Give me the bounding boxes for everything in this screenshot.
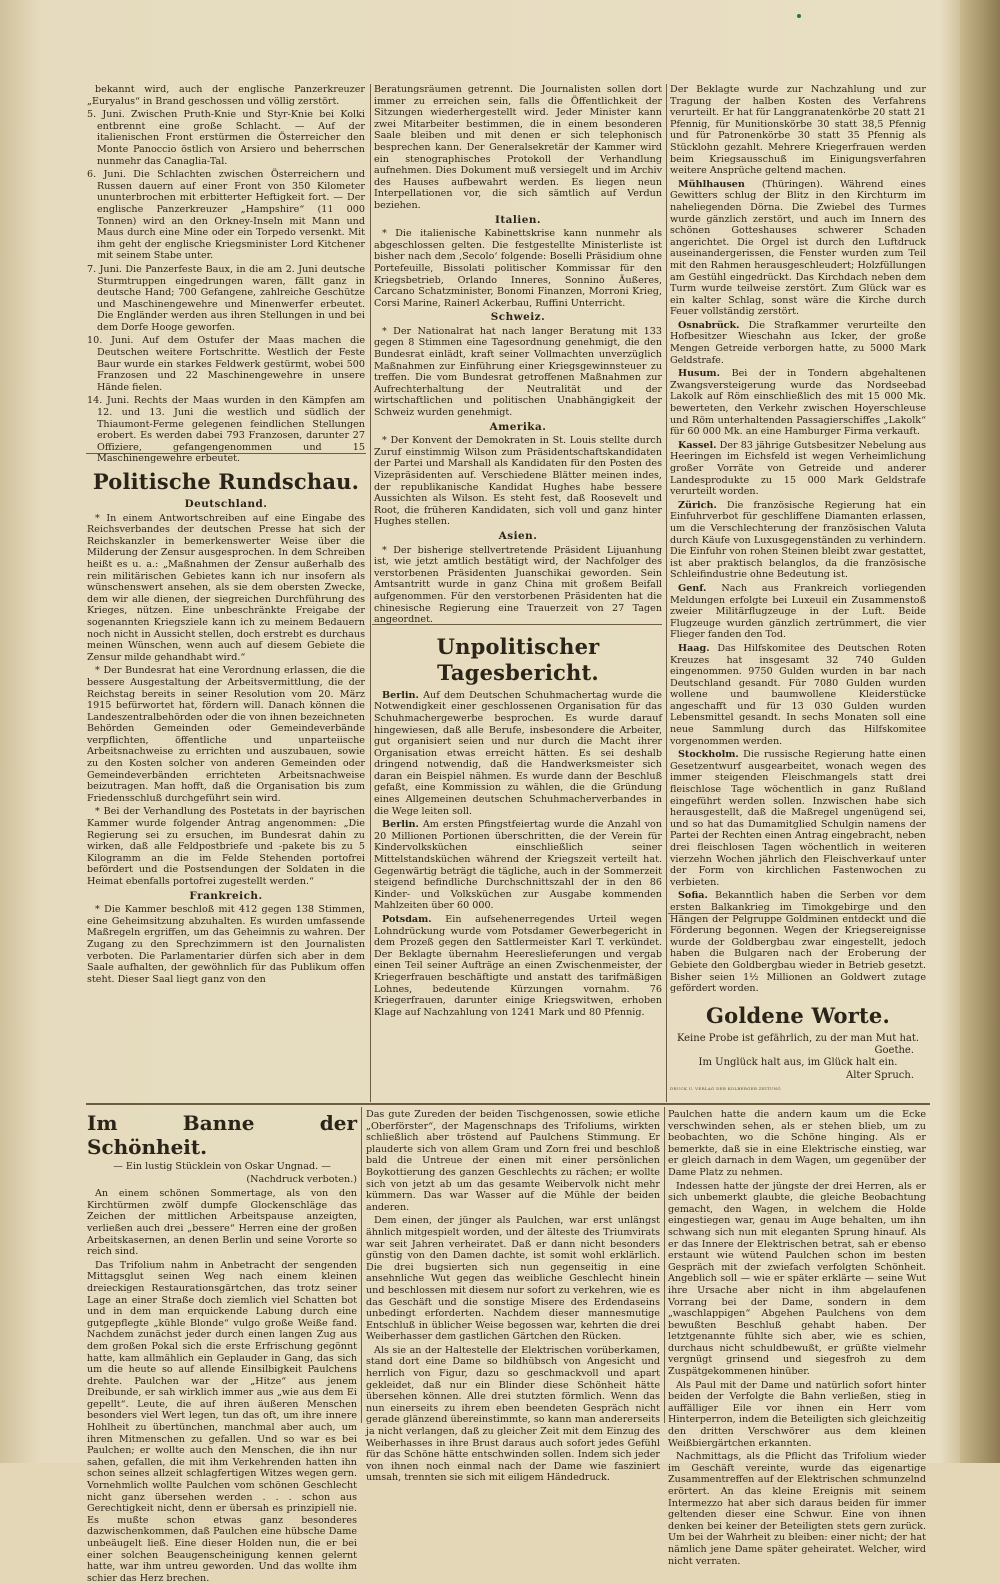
story-paragraph: Nachmittags, als die Pflicht das Trifolium wieder im Geschäft vereinte, wurde das eigenartige Zusammentreffen auf der Elektrischen schmunzelnd erörtert. An das kleine Ereignis mit seinem Intermezzo hat aber sich daraus beiden für immer geltenden dieser eine Schwur. Eine von ihnen denken bei keiner der Beteiligten stets gern zurück. Um bei der Wahrheit zu bleiben: einer nicht; der hat nämlich jene Dame später geheiratet. Welcher, wird nicht verraten.: [668, 1451, 926, 1567]
chronicle-item: 5. Juni. Zwischen Pruth-Knie und Styr-Knie bei Kolki entbrennt eine große Schlacht. — Auf der italienischen Front erstürmen die Österreicher den Monte Panoccio östlich von Arsiero und beherrschen nunmehr das Canaglia-Tal.: [87, 109, 365, 167]
goldene-worte-box: [670, 1003, 926, 1095]
article-paragraph: * Der Bundesrat hat eine Verordnung erlassen, die die bessere Ausgestaltung der Arbeitsvermittlung, die der Reichstag bereits in seiner Resolution vom 20. März 1915 befürwortet hat, fördern will. Danach können die Landeszentralbehörden oder die von ihnen bezeichneten Behörden Gemeinden oder Gemeindeverbände verpflichten, öffentliche und unparteiische Arbeitsnachweise zu errichten und auszubauen, sowie zu den Kosten solcher von anderen Gemeinden oder Gemeindeverbänden errichteten Arbeitsnachweise beizutragen. Man hofft, daß die Organisation bis zum Friedensschluß durchgeführt sein wird.: [87, 665, 365, 804]
news-place: Kassel.: [678, 439, 717, 451]
news-entry: [670, 368, 926, 438]
column-1: [87, 84, 365, 1100]
news-text: Nach aus Frankreich vorliegenden Meldungen erfolgte bei Luxeuil ein Zusammenstoß zweier Militärflugzeuge in der Luft. Beide Flugzeuge wurden gänzlich zertrümmert, die vier Flieger fanden den Tod.: [670, 582, 926, 641]
news-entry: [670, 179, 926, 318]
story-paragraph: Dem einen, der jünger als Paulchen, war erst unlängst ähnlich mitgespielt worden, und der älteste des Triumvirats war seit Jahren verheiratet. Daß er dann nicht besonders günstig von den Damen dachte, ist somit wohl erklärlich. Die drei bugsierten sich nun gegenseitig in eine ansehnliche Wut gegen das weibliche Geschlecht hinein und beschlossen mit diesem nur sofort zu verkehren, wie es das Geschäft und die sonstige Misere des Erdendaseins unbedingt erforderten. Nachdem dieser mannesmutige Entschluß in üblicher Weise begossen war, kehrten die drei Weiberhasser dem gastlichen Gärtchen den Rücken.: [366, 1215, 660, 1343]
quote-attribution: Alter Spruch.: [845, 1069, 914, 1081]
chronicle-item: 10. Juni. Auf dem Ostufer der Maas machen die Deutschen weitere Fortschritte. Westlich der Feste Baur wurde ein starkes Feldwerk gestürmt, wobei 500 Franzosen und 22 Maschinengewehre in unsere Hände fielen.: [87, 335, 365, 393]
news-text: (Thüringen). Während eines Gewitters schlug der Blitz in den Kirchturm im naheliegenden Dörna. Die Zwiebel des Turmes wurde gänzlich zerstört, und auch im Innern des schönen Gotteshauses schwerer Schaden angerichtet. Die Orgel ist durch den Luftdruck auseinandergerissen, die Fenster wurden zum Teil mit den Rahmen herausgeschleudert; Holzfüllungen am Gestühl eingedrückt. Das Kirchdach neben dem Turm wurde teilweise zerstört. Zum Glück war es ein kalter Schlag, sonst wäre die Kirche durch Feuer vollständig zerstört.: [670, 178, 926, 318]
story-paragraph: Das gute Zureden der beiden Tischgenossen, sowie etliche „Oberförster“, der Magenschnaps des Trifoliums, wirkten schließlich aber tröstend auf Paulchens Stimmung. Er plauderte sich von allem Gram und Zorn frei und beschloß bald die Untreue der einen mit einer persönlichen Boykottierung des ganzen Geschlechts zu rächen; er wollte sich von jetzt ab um das gesamte Weibervolk nicht mehr kümmern. Das war Wasser auf die Mühle der beiden anderen.: [366, 1109, 660, 1213]
frankreich-heading: Frankreich.: [189, 889, 263, 902]
schweiz-heading: Schweiz.: [490, 311, 546, 324]
story-paragraph: Paulchen hatte die andern kaum um die Ecke verschwinden sehen, als er stehen blieb, um zu beobachten, wo die Schöne hinging. Als er bemerkte, daß sie in eine Elektrische einstieg, war er gleich darnach in dem Wagen, um gegenüber der Dame Platz zu nehmen.: [668, 1109, 926, 1178]
news-text: Das Hilfskomitee des Deutschen Roten Kreuzes hat insgesamt 32 740 Gulden eingenommen. 9750 Gulden wurden in bar nach Deutschland gesandt. Für 7080 Gulden wurden wollene und baumwollene Kleiderstücke angeschafft und für 13 030 Gulden wurden Lebensmittel gesandt. In sechs Monaten soll eine neue Sammlung durch das Hilfskomitee vorgenommen werden.: [670, 642, 926, 747]
column-rule: [361, 1107, 362, 1423]
article-paragraph: Der Beklagte wurde zur Nachzahlung und zur Tragung der halben Kosten des Verfahrens verurteilt. Er hat für Langgranatenkörbe 20 statt 21 Pfennig, für Munitionskörbe 30 statt 38,5 Pfennig und für Patronenkörbe 30 statt 35 Pfennig als Stücklohn gezahlt. Mehrere Kriegerfrauen werden beim Kriegsausschuß im Einigungsverfahren weitere Ansprüche geltend machen.: [670, 84, 926, 177]
news-entry: [374, 690, 662, 818]
news-place: Mühlhausen: [678, 178, 745, 190]
article-paragraph: * Der bisherige stellvertretende Präsident Lijuanhung ist, wie jetzt amtlich bestätigt wird, der Nachfolger des verstorbenen Präsidenten Juanschikai geworden. Sein Amtsantritt wurde in ganz China mit großem Beifall aufgenommen. Für den verstorbenen Präsidenten hat die chinesische Regierung eine Trauerzeit von 27 Tagen angeordnet.: [374, 544, 662, 626]
quote: Im Unglück halt aus, im Glück halt ein.: [698, 1056, 898, 1068]
story-paragraph: An einem schönen Sommertage, als von den Kirchtürmen zwölf dumpfe Glockenschläge das Zeichen der mittlichen Arbeitspause anzeigten, verließen auch drei „bessere“ Herren eine der großen Arbeitskasernen, an denen Berlin und seine Vororte so reich sind.: [87, 1188, 357, 1258]
news-text: Die französische Regierung hat ein Einfuhrverbot für geschliffene Diamanten erlassen, um die Verschlechterung der französischen Valuta durch Käufe von Luxusgegenständen zu verhindern. Die Einfuhr von rohen Steinen bleibt zwar gestattet, ist aber praktisch belanglos, da die französische Schleifindustrie ohne Bedeutung ist.: [670, 499, 926, 581]
news-entry: [670, 500, 926, 581]
column-rule: [664, 1107, 665, 1423]
news-place: Osnabrück.: [678, 319, 740, 331]
chronicle-item: 14. Juni. Rechts der Maas wurden in den Kämpfen am 12. und 13. Juni die westlich und südlich der Thiaumont-Ferme gelegenen feindlichen Stellungen erobert. Es werden dabei 793 Franzosen, darunter 27 Offiziere, gefangengenommen und 15 Maschinengewehre erbeutet.: [87, 395, 365, 465]
story-paragraph: Indessen hatte der jüngste der drei Herren, als er sich unbemerkt glaubte, die gleiche Beobachtung gemacht, den Wagen, in welchem die Holde eingestiegen war, genau im Auge behalten, um ihn schwang sich nun mit eleganten Sprung hinauf. Als er das Innere der Elektrischen betrat, sah er ebenso erstaunt wie wütend Paulchen schon im besten Gespräch mit der zwiefach verfolgten Schönheit. Angeblich soll — wie er später erklärte — seine Wut ihre Ursache aber nicht in ihm abgelaufenen Vorrang bei der Dame, sondern in dem „waschlappigen“ Abgehen Paulchens von dem bewußten Beschluß gehabt haben. Der letztgenannte fühlte sich aber, wie es schien, durchaus nicht schuldbewußt, er grüßte vielmehr vergnügt grinsend und siegesfroh zu dem Zuspätgekommenen hinüber.: [668, 1180, 926, 1378]
news-place: Berlin.: [382, 819, 419, 831]
article-paragraph: * Die Kammer beschloß mit 412 gegen 138 Stimmen, eine Geheimsitzung abzuhalten. Es wurden umfassende Maßregeln ergriffen, um das Geheimnis zu wahren. Der Zugang zu den Sprechzimmern ist den Journalisten verboten. Die Parlamentarier dürfen sich aber in dem Saale aufhalten, der gewöhnlich für das Publikum offen steht. Dieser Saal liegt ganz von den: [87, 904, 365, 985]
column-3: [670, 84, 926, 1100]
asien-heading: Asien.: [498, 529, 538, 542]
news-entry: [374, 914, 662, 1018]
news-place: Stockholm.: [678, 749, 739, 761]
story-paragraph: Das Trifolium nahm in Anbetracht der sengenden Mittagsglut seinen Weg nach einem kleinen dreieckigen Restaurationsgärtchen, das trotz seiner Lage an einer Straße doch ziemlich viel Schatten bot und in dem man erquickende Labung durch eine gutgepflegte „kühle Blonde“ vulgo große Weiße fand. Nachdem zunächst jeder durch einen langen Zug aus dem großen Pokal sich die erste Erfrischung gegönnt hatte, kam allmählich ein Geplauder in Gang, das sich um die heute so auf allende Einsilbigkeit Paulchens drehte. Paulchen war der „Hitze“ aus jenem Dreibunde, er sah wirklich immer aus „wie aus dem Ei gepellt“. Leute, die auf ihren äußeren Menschen besonders viel Wert legen, tun das oft, um ihre innere Hohlheit zu übertünchen, manchmal aber auch, um ihren Mitmenschen zu gefallen. Und so war es bei Paulchen; er wollte auch den Menschen, die ihn nur sahen, gefallen, die mit ihm Verkehrenden hatten ihn schon seines allzeit schlagfertigen Witzes wegen gern. Vornehmlich wollte Paulchen vom schönen Geschlecht nicht ganz übersehen werden . . . schon aus Gerechtigkeit nicht, denn er übersah es prinzipiell nie. Es mußte schon etwas ganz besonderes dazwischenkommen, daß Paulchen eine hübsche Dame unbeäugelt ließ. Eine dieser Holden nun, die er bei einer solchen Beaugenscheinigung kennen gelernt hatte, war ihm untreu geworden. Und das wollte ihm schier das Herz brechen.: [87, 1259, 357, 1584]
news-place: Husum.: [678, 368, 720, 380]
section-divider: [86, 1103, 930, 1105]
news-entry: [670, 749, 926, 888]
unpolitischer-tagesbericht-title: Unpolitischer Tagesbericht.: [436, 633, 600, 685]
story-paragraph: Als Paul mit der Dame und natürlich sofort hinter beiden der Verfolgte die Bahn verließen, stieg in auffälliger Eile vor ihnen ein Herr vom Hinterperron, indem die Beteiligten sich gleichzeitig den dritten Verschwörer aus dem kleinen Weißbiergärtchen erkannten.: [668, 1379, 926, 1449]
quote: Keine Probe ist gefährlich, zu der man Mut hat.: [676, 1032, 920, 1044]
news-entry: [374, 819, 662, 912]
news-entry: [670, 440, 926, 498]
color-mark: [797, 14, 801, 18]
column-rule: [370, 84, 371, 1102]
news-text: Der 83 jährige Gutsbesitzer Nebelung aus Heeringen im Eichsfeld ist wegen Verheimlichung großer Vorräte von Getreide und anderer Landesprodukte zu 15 000 Mark Geldstrafe verurteilt worden.: [670, 439, 926, 498]
article-paragraph: Beratungsräumen getrennt. Die Journalisten sollen dort immer zu erreichen sein, falls die Öffentlichkeit der Sitzungen wiederhergestellt wird. Jeder Minister kann zwei Mitarbeiter bestimmen, die in einem besonderen Saale bleiben und mit denen er sich telephonisch besprechen kann. Der Generalsekretär der Kammer wird ein stenographisches Protokoll der Verhandlung aufnehmen. Dies Dokument muß versiegelt und im Archiv des Hauses aufbewahrt werden. Es liegen neun Interpellationen vor, die sich sämtlich auf Verdun beziehen.: [374, 84, 662, 211]
printer-line: DRUCK U. VERLAG DER KOLBERGER ZEITUNG: [670, 1086, 781, 1092]
page-edge: [960, 0, 1000, 1463]
chronicle-item: 7. Juni. Die Panzerfeste Baux, in die am 2. Juni deutsche Sturmtruppen eingedrungen waren, fällt ganz in deutsche Hand; 700 Gefangene, zahlreiche Geschütze und Maschinengewehre und Minenwerfer erbeutet. Die Engländer werden aus ihren Stellungen in und bei dem Dorfe Hooge geworfen.: [87, 263, 365, 333]
news-text: Die russische Regierung hatte einen Gesetzentwurf ausgearbeitet, wonach wegen des immer steigenden Fleischmangels statt drei fleischlose Tage wöchentlich in ganz Rußland eingeführt werden sollen. Inzwischen habe sich herausgestellt, daß die Maßregel ungenügend sei, und so hat das Dumamitglied Schulgin namens der Partei der Rechten einen Antrag eingebracht, neben drei fleischlosen Tagen wöchentlich in weiteren vierzehn Wochen jährlich den Fleischverkauf unter der Form von kirchlichen Fastenwochen zu verbieten.: [670, 749, 926, 888]
feuilleton-column-3: [668, 1109, 926, 1567]
news-text: Die Strafkammer verurteilte den Hofbesitzer Wieschahn aus Icker, der große Mengen Getreide verborgen hatte, zu 5000 Mark Geldstrafe.: [670, 319, 926, 366]
article-paragraph: * Der Konvent der Demokraten in St. Louis stellte durch Zuruf einstimmig Wilson zum Präsidentschaftskandidaten der Partei und Marshall als Kandidaten für den Posten des Vizepräsidenten auf. Verschiedene Blätter meinen indes, der republikanische Kandidat Hughes habe bessere Aussichten als Wilson. Es steht fest, daß Roosevelt und Root, die früheren Kandidaten, sich voll und ganz hinter Hughes stellen.: [374, 435, 662, 528]
politische-rundschau-title: Politische Rundschau.: [92, 469, 360, 494]
chronicle: [87, 84, 365, 465]
story-paragraph: Als sie an der Haltestelle der Elektrischen vorüberkamen, stand dort eine Dame so bildhübsch von Angesicht und herrlich von Figur, dazu so geschmackvoll und apart gekleidet, daß nur ein Blinder diese Schönheit hätte übersehen können. Alle drei stutzten förmlich. Wenn das nun einerseits zu ihrem eben beendeten Gespräch nicht gerade glänzend übereinstimmte, so kann man andererseits ja nicht verlangen, daß zu gleicher Zeit mit dem Einzug des Weiberhasses in ihre Brust daraus auch sofort jedes Gefühl für das Schöne hätte entschwinden sollen. Indem sich jeder von ihnen noch einmal nach der Dame wie fasziniert umsah, trennten sie sich mit eiligem Händedruck.: [366, 1344, 660, 1484]
news-entry: [670, 643, 926, 747]
article-paragraph: * In einem Antwortschreiben auf eine Eingabe des Reichsverbandes der deutschen Presse hat sich der Reichskanzler in bemerkenswerter Weise über die Milderung der Zensur ausgesprochen. In dem Schreiben heißt es u. a.: „Maßnahmen der Zensur außerhalb des rein militärischen Gebietes kann ich nur insofern als wünschenswert ansehen, als sie dem obersten Zwecke, dem wir alle dienen, der siegreichen Durchführung des Krieges, nützen. Eine unbeschränkte Freigabe der sogenannten Kriegsziele kann ich zu meinem Bedauern noch nicht in Aussicht stellen, doch erstrebt es durchaus meinen Wünschen, wenn auch auf diesem Gebiete die Zensur milde gehandhabt wird.“: [87, 512, 365, 663]
news-text: Bei der in Tondern abgehaltenen Zwangsversteigerung wurde das Nordseebad Lakolk auf Röm einschließlich des mit 15 000 Mk. bewerteten, den Verkehr zwischen Hoyerschleuse und Röm unterhaltenden Passagierschiffes „Lakolk“ für 60 000 Mk. an eine Hamburger Firma verkauft.: [670, 368, 926, 438]
feuilleton-column-2: [366, 1109, 660, 1484]
news-place: Haag.: [678, 642, 710, 654]
news-place: Berlin.: [382, 689, 419, 701]
news-entry: [670, 583, 926, 641]
deutschland-heading: Deutschland.: [184, 498, 268, 510]
news-place: Potsdam.: [382, 914, 432, 925]
news-place: Zürich.: [678, 499, 717, 511]
news-place: Sofia.: [678, 890, 708, 902]
news-text: Ein aufsehenerregendes Urteil wegen Lohndrückung wurde vom Potsdamer Gewerbegericht in dem Prozeß gegen den Sattlermeister Karl T. verkündet. Der Beklagte übernahm Heereslieferungen und vergab einen Teil seiner Aufträge an einen Zwischenmeister, der Kriegerfrauen beschäftigte und anstatt des tarifmäßigen Lohnes, bedeutende Kürzungen vornahm. 76 Kriegerfrauen, darunter einige Kriegswitwen, erhoben Klage auf Nachzahlung von 1241 Mark und 80 Pfennig.: [374, 914, 662, 1018]
article-paragraph: * Der Nationalrat hat nach langer Beratung mit 133 gegen 8 Stimmen eine Tagesordnung genehmigt, die den Bundesrat einlädt, kraft seiner Vollmachten unverzüglich Maßnahmen zur Einführung einer Kriegsgewinnsteuer zu treffen. Die vom Bundesrat getroffenen Maßnahmen zur Aufrechterhaltung der Neutralität und der wirtschaftlichen und politischen Unabhängigkeit der Schweiz wurden genehmigt.: [374, 325, 662, 419]
chronicle-item: bekannt wird, auch der englische Panzerkreuzer „Euryalus“ in Brand geschossen und völlig zerstört.: [87, 84, 365, 107]
news-text: Am ersten Pfingstfeiertag wurde die Anzahl von 20 Millionen Portionen überschritten, die der Verein für Kindervolksküchen einschließlich seiner Mittelstandsküchen während der Kriegszeit verteilt hat. Gegenwärtig beträgt die tägliche, auch in der Sommerzeit steigend befindliche Durchschnittszahl der in den 86 Kinder- und Volksküchen zur Ausgabe kommenden Mahlzeiten über 60 000.: [374, 819, 662, 912]
news-text: Bekanntlich haben die Serben vor dem ersten Balkankrieg im Timokgebirge und den Hängen der Pelgruppe Goldminen entdeckt und die Förderung begonnen. Wegen der Kriegsereignisse wurde der Goldbergbau zwar eingestellt, jedoch haben die Bulgaren nach der Eroberung der Gebiete den Goldbergbau wieder in Betrieb gesetzt. Bisher seien 1½ Millionen an Goldwert zutage gefördert worden.: [670, 890, 926, 995]
amerika-heading: Amerika.: [489, 420, 547, 433]
article-paragraph: * Bei der Verhandlung des Postetats in der bayrischen Kammer wurde folgender Antrag angenommen: „Die Regierung sei zu ersuchen, im Bundesrat dahin zu wirken, daß alle Feldpostbriefe und -pakete bis zu 5 Kilogramm an die im Felde Stehenden portofrei befördert und die Postsendungen der Soldaten in die Heimat ebenfalls portofrei zugestellt werden.“: [87, 806, 365, 887]
news-entry: [670, 320, 926, 366]
news-entry: [670, 890, 926, 994]
article-paragraph: * Die italienische Kabinettskrise kann nunmehr als abgeschlossen gelten. Die festgestellte Ministerliste ist bisher nach dem ‚Secolo‘ folgende: Boselli Präsidium ohne Portefeuille, Bissolati politischer Kommissar für den Kriegsbetrieb, Orlando Inneres, Sonnino Äußeres, Carcano Schatzminister, Bonomi Finanzen, Morroni Krieg, Corsi Marine, Rainerl Ackerbau, Ruffini Unterricht.: [374, 228, 662, 309]
column-2: [374, 84, 662, 1100]
quote-attribution: Goethe.: [874, 1045, 914, 1057]
feuilleton-byline: — Ein lustig Stücklein von Oskar Ungnad. —: [113, 1161, 331, 1172]
reprint-notice: (Nachdruck verboten.): [246, 1173, 357, 1185]
news-text: Auf dem Deutschen Schuhmachertag wurde die Notwendigkeit einer geschlossenen Organisation für das Schuhmachergewerbe besprochen. Es wurde darauf hingewiesen, daß alle Berufe, insbesondere die Arbeiter, gut organisiert seien und nur durch die Macht ihrer Organisation etwas erreicht hätten. Es sei deshalb dringend notwendig, daß die Handwerksmeister sich daran ein Beispiel nähmen. Es wurde dann der Beschluß gefaßt, eine Kommission zu wählen, die die Gründung eines Allgemeinen deutschen Schuhmacherverbandes in die Wege leiten soll.: [374, 689, 662, 817]
feuilleton-title: Im Banne der Schönheit.: [87, 1111, 357, 1159]
goldene-worte-title: Goldene Worte.: [705, 1002, 891, 1028]
column-rule: [666, 84, 667, 1102]
italien-heading: Italien.: [494, 213, 542, 226]
feuilleton-column-1: [87, 1109, 357, 1584]
chronicle-item: 6. Juni. Die Schlachten zwischen Österreichern und Russen dauern auf einer Front von 350 Kilometer ununterbrochen mit erbitterter Heftigkeit fort. — Der englische Panzerkreuzer „Hampshire“ (11 000 Tonnen) wird an den Orkney-Inseln mit Mann und Maus durch eine Mine oder ein Torpedo versenkt. Mit ihm geht der englische Kriegsminister Lord Kitchener mit seinem Stabe unter.: [87, 169, 365, 262]
news-place: Genf.: [678, 582, 707, 594]
